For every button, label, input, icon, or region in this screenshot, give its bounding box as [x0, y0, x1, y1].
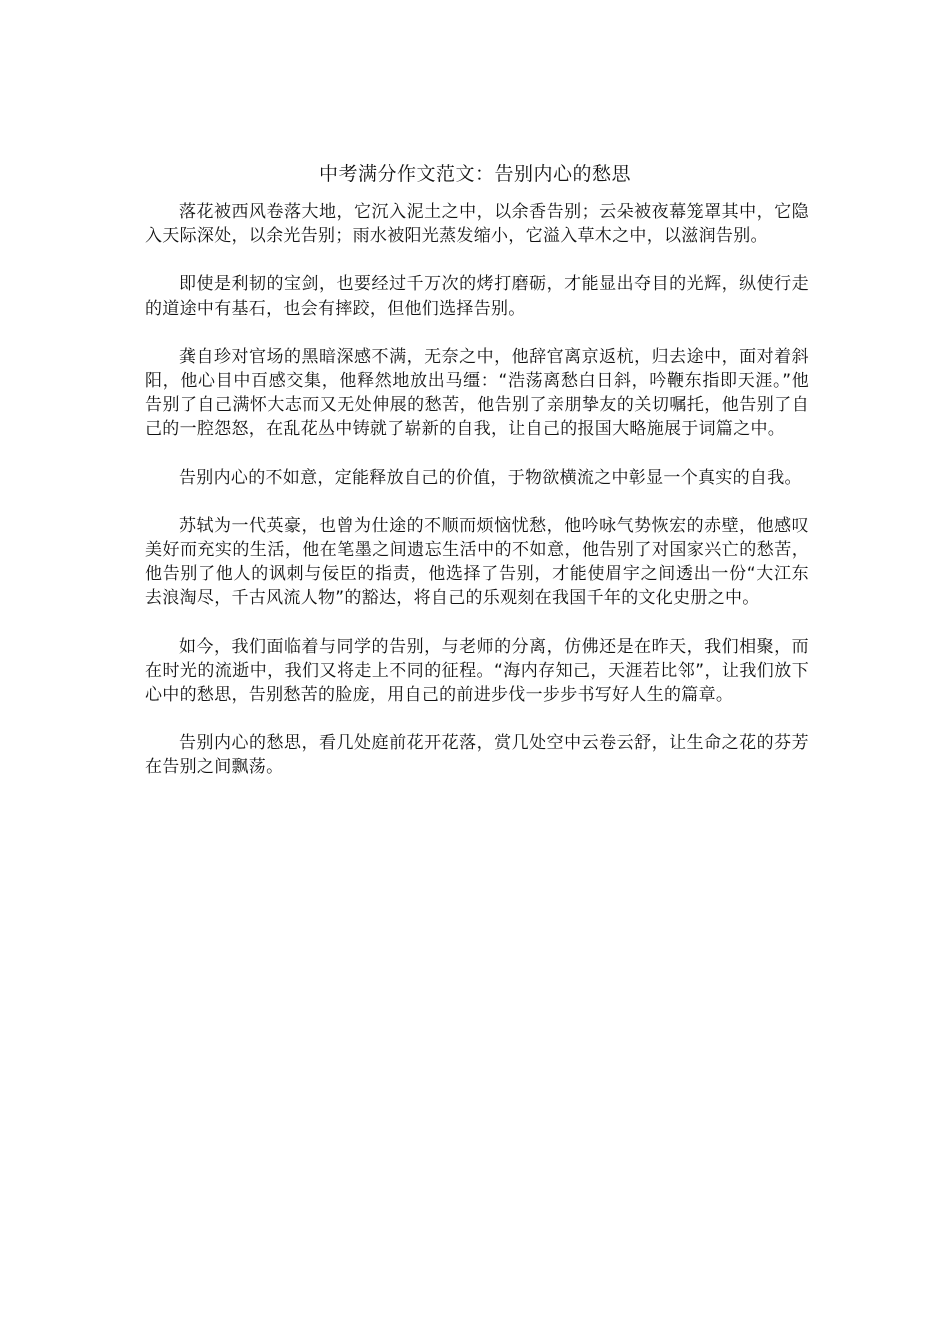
- paragraph-6: 如今，我们面临着与同学的告别，与老师的分离，仿佛还是在昨天，我们相聚，而在时光的流逝中，我们又将走上不同的征程。“海内存知己，天涯若比邻”，让我们放下心中的愁思，告别愁苦的脸庞，用自己的前进步伐一步步书写好人生的篇章。: [145, 636, 809, 706]
- document-title: 中考满分作文范文：告别内心的愁思: [318, 163, 631, 185]
- paragraph-3: 龚自珍对官场的黑暗深感不满，无奈之中，他辞官离京返杭，归去途中，面对着斜阳，他心目中百感交集，他释然地放出马缰：“浩荡离愁白日斜，吟鞭东指即天涯。”他告别了自己满怀大志而又无处伸展的愁苦，他告别了亲朋挚友的关切嘱托，他告别了自己的一腔怨怒，在乱花丛中铸就了崭新的自我，让自己的报国大略施展于词篇之中。: [145, 346, 809, 440]
- paragraph-5: 苏轼为一代英豪，也曾为仕途的不顺而烦恼忧愁，他吟咏气势恢宏的赤壁，他感叹美好而充实的生活，他在笔墨之间遗忘生活中的不如意，他告别了对国家兴亡的愁苦，他告别了他人的讽刺与佞臣的指责，他选择了告别，才能使眉宇之间透出一份“大江东去浪淘尽，千古风流人物”的豁达，将自己的乐观刻在我国千年的文化史册之中。: [145, 515, 809, 609]
- document-body: [145, 200, 809, 804]
- paragraph-7: 告别内心的愁思，看几处庭前花开花落，赏几处空中云卷云舒，让生命之花的芬芳在告别之间飘荡。: [145, 733, 809, 778]
- paragraph-4: 告别内心的不如意，定能释放自己的价值，于物欲横流之中彰显一个真实的自我。: [179, 467, 802, 488]
- paragraph-2: 即使是利韧的宝剑，也要经过千万次的烤打磨砺，才能显出夺目的光辉，纵使行走的道途中有基石，也会有摔跤，但他们选择告别。: [145, 274, 809, 319]
- paragraph-1: 落花被西风卷落大地，它沉入泥土之中，以余香告别；云朵被夜幕笼罩其中，它隐入天际深处，以余光告别；雨水被阳光蒸发缩小，它溢入草木之中，以滋润告别。: [145, 202, 809, 247]
